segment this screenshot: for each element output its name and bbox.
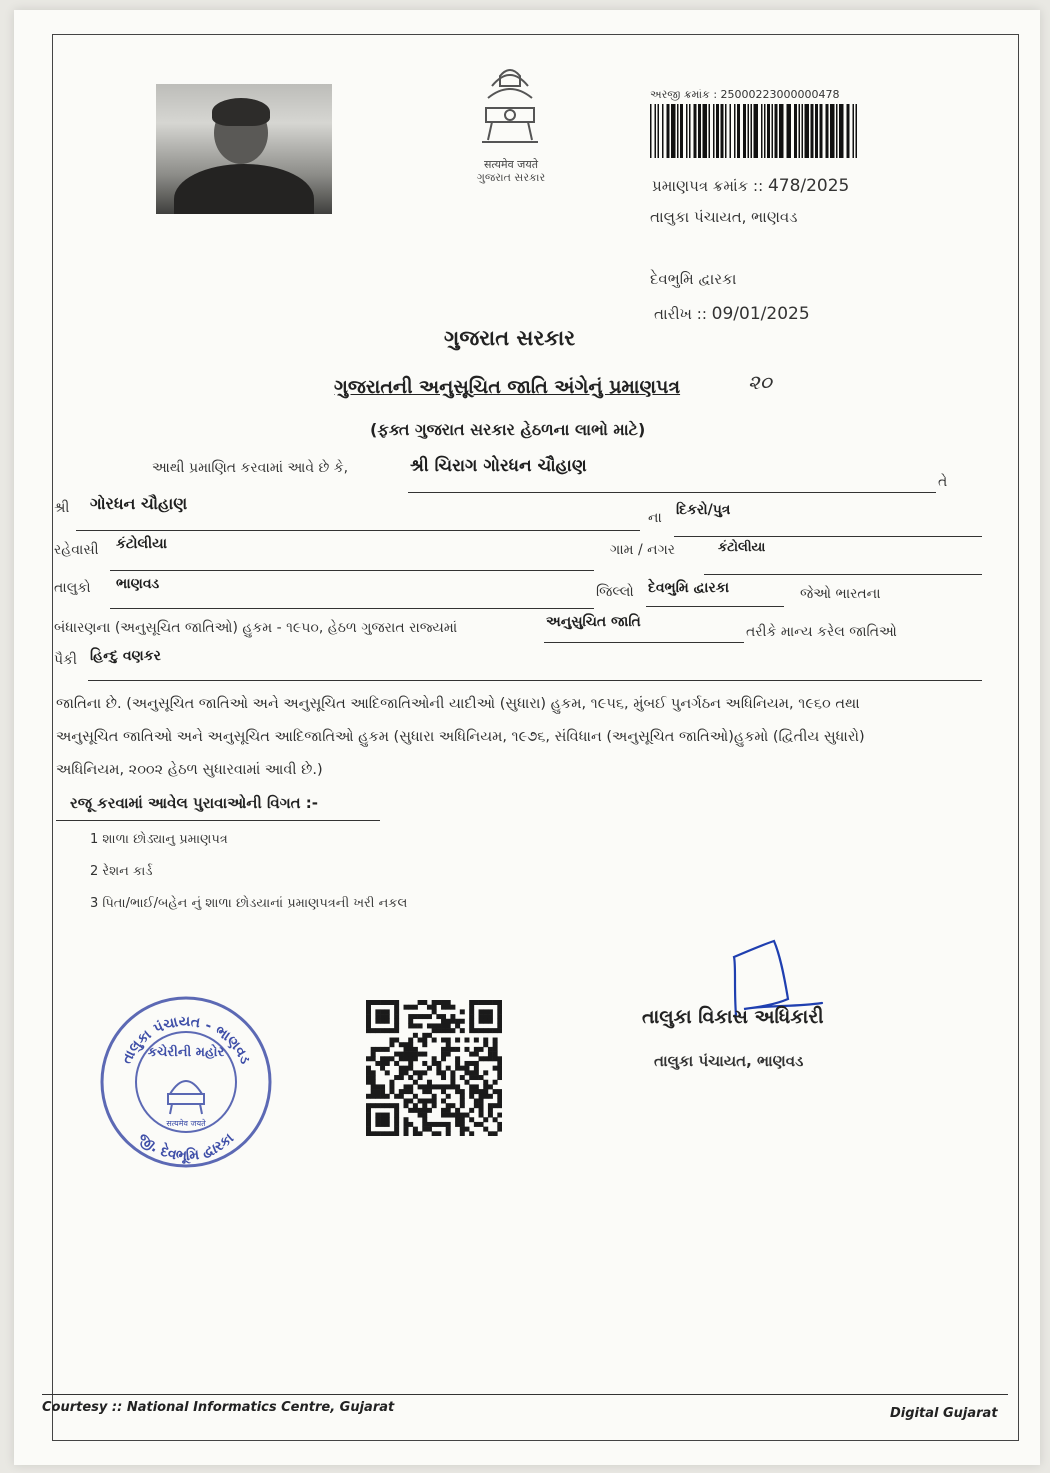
caste-line	[88, 680, 982, 681]
seal-center-text: કચેરીની મહોર	[147, 1045, 225, 1060]
certificate-subtitle: (ફક્ત ગુજરાત સરકાર હેઠળના લાભો માટે)	[370, 420, 646, 439]
seal-emblem-icon	[168, 1081, 204, 1114]
village-value: કંટોલીયા	[718, 540, 766, 555]
district-line	[646, 606, 784, 607]
category-value: અનુસુચિત જાતિ	[546, 614, 641, 630]
recognized-text: તરીકે માન્ય કરેલ જાતિઓ	[746, 624, 897, 640]
barcode	[650, 104, 858, 158]
resident-label: રહેવાસી	[54, 542, 99, 558]
evidence-item-3: 3 પિતા/ભાઈ/બહેન નું શાળા છોડયાનાં પ્રમાણપત્રની ખરી નકલ	[90, 896, 408, 911]
evidence-item-1: 1 શાળા છોડ્યાનુ પ્રમાણપત્ર	[90, 832, 228, 847]
district-label: જિલ્લો	[596, 584, 634, 600]
constitution-text: બંધારણના (અનુસૂચિત જાતિઓ) હુકમ - ૧૯૫૦, હેઠળ ગુજરાત રાજ્યમાં	[54, 620, 458, 636]
shri-label: શ્રી	[54, 500, 70, 516]
footer-digital-gujarat: Digital Gujarat	[890, 1406, 998, 1421]
national-emblem-icon	[462, 56, 558, 152]
father-name: ગોરધન ચૌહાણ	[90, 494, 188, 513]
certificate-number-sep: ::	[753, 177, 764, 195]
legal-paragraph	[56, 688, 986, 787]
category-line	[544, 642, 744, 643]
signatory-title: તાલુકા વિકાસ અધિકારી	[642, 1006, 824, 1028]
among-label: પૈકી	[54, 652, 77, 668]
village-line	[704, 574, 982, 575]
footer-divider	[42, 1394, 1008, 1395]
relation-value: દિકરો/પુત્ર	[676, 502, 731, 518]
signatory-office: તાલુકા પંચાયત, ભાણવડ	[654, 1052, 804, 1070]
village-label: ગામ / નગર	[610, 542, 676, 558]
taluka-value: ભાણવડ	[116, 576, 160, 592]
certificate-number-row	[652, 176, 849, 196]
seal-motto: सत्यमेव जयते	[166, 1119, 206, 1128]
seal-text-bottom: જી. દેવભૂમિ દ્વારકા	[134, 1130, 238, 1165]
certificate-number: 478/2025	[767, 176, 850, 196]
qr-code	[366, 1000, 502, 1136]
photo-shoulders	[174, 164, 314, 214]
office-header: તાલુકા પંચાયત, ભાણવડ	[650, 208, 798, 226]
certificate-number-label: પ્રમાણપત્ર ક્રમાંક	[652, 177, 749, 195]
legal-paragraph-line-1: જાતિના છે. (અનુસૂચિત જાતિઓ અને અનુસૂચિત આદિજાતિઓની યાદીઓ (સુધારા) હુકમ, ૧૯૫૬, મુંબઈ પુનર્ગઠન અધિનિયમ, ૧૯૬૦ તથા	[56, 696, 860, 712]
evidence-heading-line	[56, 820, 380, 821]
issue-date: 09/01/2025	[711, 304, 810, 324]
district-value: દેવભુમિ દ્વારકા	[648, 580, 730, 596]
father-name-line	[76, 530, 640, 531]
date-row	[654, 304, 810, 324]
emblem-motto: सत्यमेव जयते	[483, 158, 538, 171]
evidence-item-2: 2 રેશન કાર્ડ	[90, 864, 153, 879]
emblem-org: ગુજરાત સરકાર	[476, 171, 546, 184]
evidence-heading: રજૂ કરવામાં આવેલ પુરાવાઓની વિગત :-	[70, 794, 319, 812]
legal-paragraph-line-2: અનુસૂચિત જાતિઓ અને અનુસૂચિત આદિજાતિઓ હુકમ (સુધારા અધિનિયમ, ૧૯૭૬, સંવિધાન (અનુસૂચિત જાતિઓ)હુકમો (દ્વિતીય સુધારો)	[56, 729, 865, 745]
handwritten-mark: ૨૦	[748, 370, 772, 394]
emblem-caption	[444, 158, 578, 184]
seal-text-top: તાલુકા પંચાયત - ભાણવડ	[118, 1013, 254, 1067]
certificate-sheet	[14, 10, 1040, 1465]
resident-value: કંટોલીયા	[116, 536, 168, 552]
district-header: દેવભુમિ દ્વારકા	[650, 270, 737, 288]
applicant-photo	[156, 84, 332, 214]
intro-text: આથી પ્રમાણિત કરવામાં આવે છે કે,	[152, 460, 349, 476]
jeo-bharat-text: જેઓ ભારતના	[800, 586, 881, 602]
te-text: તે	[938, 474, 948, 490]
applicant-name: શ્રી ચિરાગ ગોરધન ચૌહાણ	[410, 456, 587, 476]
certificate-title: ગુજરાતની અનુસૂચિત જાતિ અંગેનું પ્રમાણપત્ર	[334, 376, 681, 398]
applicant-name-line	[408, 492, 936, 493]
date-label: તારીખ ::	[654, 305, 707, 323]
resident-line	[110, 570, 594, 571]
relation-line	[674, 536, 982, 537]
taluka-label: તાલુકો	[54, 580, 91, 596]
legal-paragraph-line-3: અધિનિયમ, ૨૦૦૨ હેઠળ સુધારવામાં આવી છે.)	[56, 762, 323, 778]
application-number: અરજી ક્રમાંક : 25000223000000478	[650, 88, 840, 101]
na-text: ના	[648, 510, 662, 526]
taluka-line	[110, 608, 594, 609]
caste-value: હિન્દુ વણકર	[90, 648, 161, 664]
office-seal-stamp	[98, 994, 274, 1170]
government-title: ગુજરાત સરકાર	[444, 326, 576, 350]
footer-courtesy: Courtesy :: National Informatics Centre, Gujarat	[42, 1400, 395, 1415]
photo-hair	[212, 98, 270, 126]
